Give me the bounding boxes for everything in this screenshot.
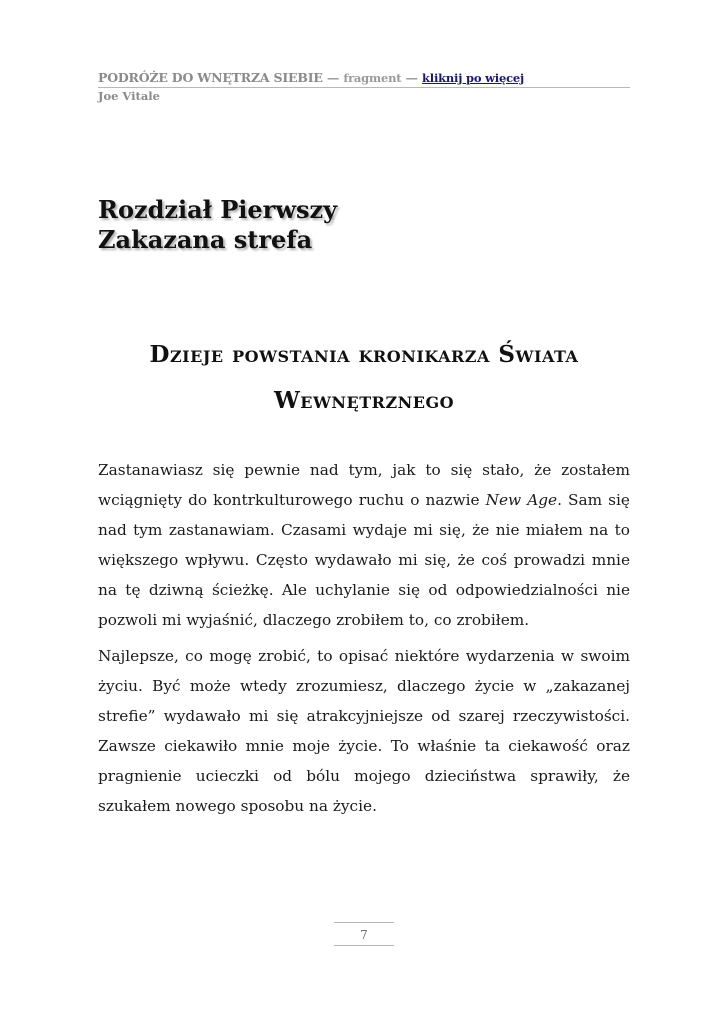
section-title-line-2: [98, 379, 630, 425]
page-number: 7: [334, 922, 394, 946]
header-separator: —: [326, 70, 340, 85]
section-title-line-2-text: Wewnętrznego: [273, 387, 455, 414]
more-link[interactable]: kliknij po więcej: [422, 71, 524, 85]
chapter-title: Zakazana strefa: [98, 225, 313, 254]
chapter-number: Rozdział Pierwszy: [98, 195, 338, 224]
paragraph-1-part-1: Zastanawiasz się pewnie nad tym, jak to się stało, że zostałem wciągnięty do kontrkulturowego ruchu o nazwie: [98, 461, 630, 509]
section-title: [98, 333, 630, 425]
paragraph-1: [98, 455, 630, 635]
author-name: Joe Vitale: [98, 89, 160, 103]
running-header: [98, 70, 630, 103]
paragraph-1-part-2: . Sam się nad tym zastanawiam. Czasami wydaje mi się, że nie miałem na to większego wpływu. Często wydawało mi się, że coś prowadzi mnie na tę dziwną ścieżkę. Ale uchylanie się od odpowiedzialności nie pozwoli mi wyjaśnić, dlaczego zrobiłem to, co zrobiłem.: [98, 491, 630, 629]
paragraph-1-italic: New Age: [485, 491, 558, 509]
body-text: [98, 455, 630, 827]
chapter-heading: [98, 195, 337, 255]
header-title-line: [98, 70, 630, 88]
book-title: PODRÓŻE DO WNĘTRZA SIEBIE: [98, 70, 323, 85]
section-title-line-1: [98, 333, 630, 379]
header-separator-2: —: [405, 70, 418, 85]
section-title-line-1-text: Dzieje powstania kronikarza Świata: [149, 341, 579, 368]
fragment-label: fragment: [343, 71, 402, 85]
paragraph-2: Najlepsze, co mogę zrobić, to opisać niektóre wydarzenia w swoim życiu. Być może wtedy zrozumiesz, dlaczego życie w „zakazanej strefie” wydawało mi się atrakcyjniejsze od szarej rzeczywistości. Zawsze ciekawiło mnie moje życie. To właśnie ta ciekawość oraz pragnienie ucieczki od bólu mojego dzieciństwa sprawiły, że szukałem nowego sposobu na życie.: [98, 647, 630, 815]
